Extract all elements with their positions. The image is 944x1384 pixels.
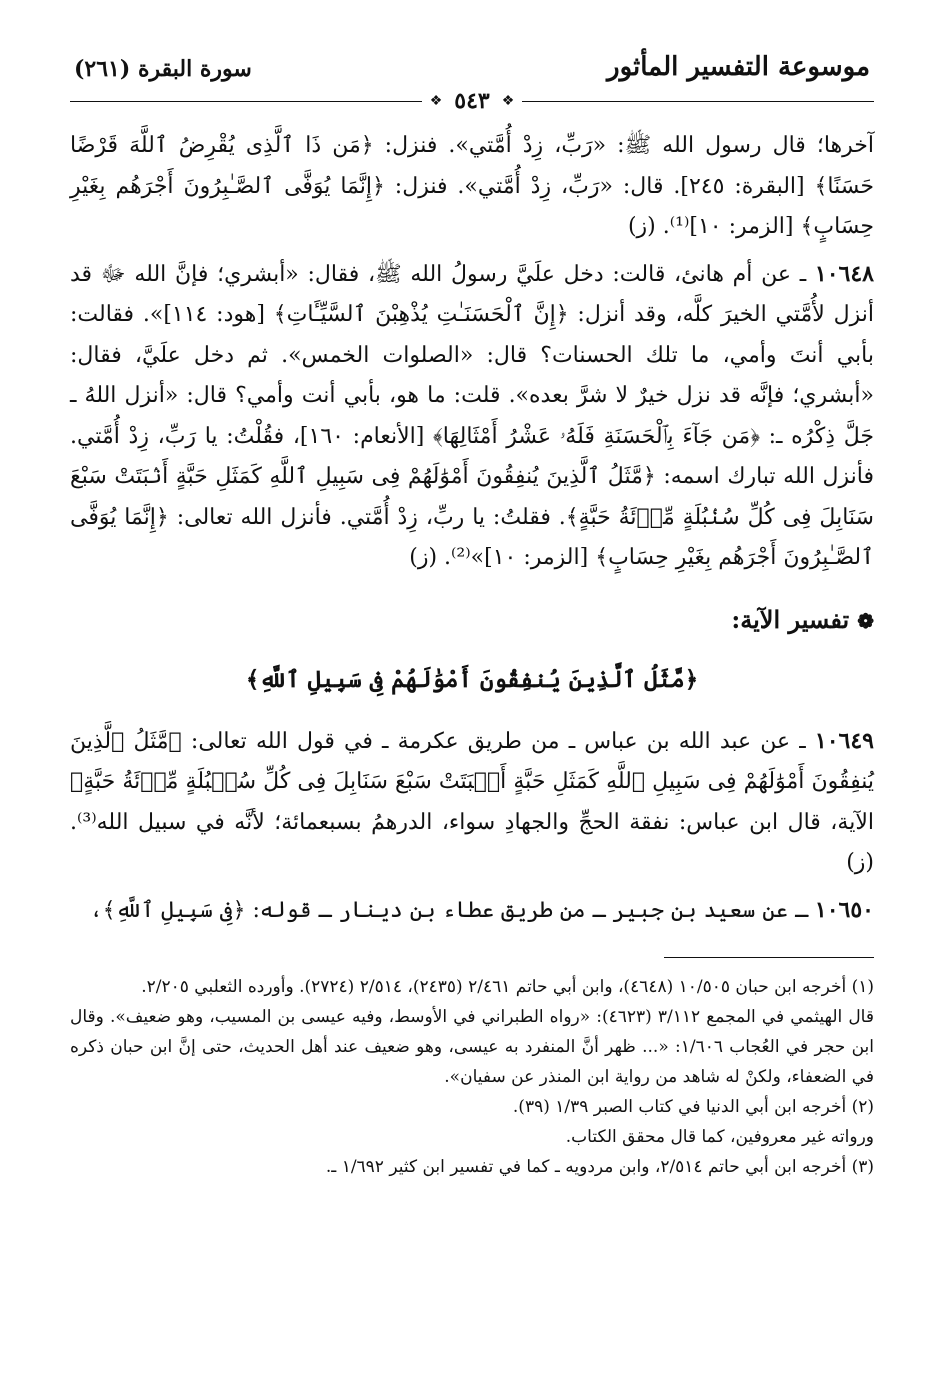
page-header xyxy=(70,52,874,86)
hadith-number: ١٠٦٤٨ xyxy=(814,260,874,287)
hadith-paragraph xyxy=(70,721,874,884)
ornament-icon: ❖ xyxy=(501,93,515,109)
footnote-separator xyxy=(664,957,874,958)
hadith-paragraph xyxy=(70,254,874,579)
hadith-number: ١٠٦٥٠ xyxy=(814,896,874,923)
surah-label: سورة البقرة (٢٦١) xyxy=(74,56,252,82)
section-heading-text: تفسير الآية: xyxy=(731,604,850,634)
hadith-paragraph xyxy=(70,890,874,932)
book-title: موسوعة التفسير المأثور xyxy=(607,52,870,82)
header-rule xyxy=(70,88,874,114)
footnote: قال الهيثمي في المجمع ٣/١١٢ (٤٦٢٣): «رواه الطبراني في الأوسط، وفيه عيسى بن المسيب، وهو ضعيف». وقال ابن حجر في العُجاب ١/٦٠٦: «... ظهر أنَّ المنفرد به عيسى، وهو ضعيف عند أهل الحديث، حتى إنَّ ابن حبان ذكره في الضعفاء، ولكنْ له شاهد من رواية ابن المنذر عن سفيان». xyxy=(70,1007,874,1087)
hadith-number: ١٠٦٤٩ xyxy=(814,727,874,754)
ornament-icon: ❖ xyxy=(429,93,443,109)
section-heading xyxy=(70,605,874,634)
footnote: ورواته غير معروفين، كما قال محقق الكتاب. xyxy=(565,1127,874,1147)
flower-icon: ❁ xyxy=(857,608,874,633)
paragraph-text: ـ عن سعيد بن جبير ـ من طريق عطاء بن دينار ـ قوله: ﴿فِى سَبِيلِ ٱللَّهِ﴾، xyxy=(89,897,808,923)
page-number: ٥٤٣ xyxy=(454,88,490,114)
footnote: (٣) أخرجه ابن أبي حاتم ٢/٥١٤، وابن مردويه ـ كما في تفسير ابن كثير ١/٦٩٢ ـ. xyxy=(325,1157,874,1177)
paragraph-text: آخرها؛ قال رسول الله ﷺ: «رَبِّ، زِدْ أُمَّتي». فنزل: ﴿مَن ذَا ٱلَّذِى يُقْرِضُ ٱللَّهَ قَرْضًا حَسَنًا﴾ [البقرة: ٢٤٥]. قال: «رَبِّ، زِدْ أُمَّتي». فنزل: ﴿إِنَّمَا يُوَفَّى ٱلصَّـٰبِرُونَ أَجْرَهُم بِغَيْرِ حِسَابٍ﴾ [الزمر: ١٠]⁽¹⁾. (ز) xyxy=(70,133,874,239)
paragraph-text: ـ عن أم هانئ، قالت: دخل علَيَّ رسولُ الله ﷺ، فقال: «أبشري؛ فإنَّ الله ﷻ قد أنزل لأُمَّتي الخيرَ كلَّه، وقد أنزل: ﴿إِنَّ ٱلْحَسَنَـٰتِ يُذْهِبْنَ ٱلسَّيِّـَٔاتِ﴾ [هود: ١١٤]». فقالت: بأبي أنتَ وأمي، ما تلك الحسنات؟ قال: «الصلوات الخمس». ثم دخل علَيَّ، فقال: «أبشري؛ فإنَّه قد نزل خيرٌ لا شرَّ بعده». قلت: ما هو، بأبي أنت وأمي؟ قال: «أنزل اللهُ ـ جَلَّ ذِكْرُه ـ: ﴿مَن جَآءَ بِٱلْحَسَنَةِ فَلَهُۥ عَشْرُ أَمْثَالِهَا﴾ [الأنعام: ١٦٠]، فقُلْتُ: يا رَبِّ، زِدْ أُمَّتي. فأنزل الله تبارك اسمه: ﴿مَّثَلُ ٱلَّذِينَ يُنفِقُونَ أَمْوَٰلَهُمْ فِى سَبِيلِ ٱللَّهِ كَمَثَلِ حَبَّةٍ أَنۢبَتَتْ سَبْعَ سَنَابِلَ فِى كُلِّ سُنۢبُلَةٍ مِّا۟ئَةُ حَبَّةٍ﴾. فقلتُ: يا ربِّ، زِدْ أُمَّتي. فأنزل الله تعالى: ﴿إِنَّمَا يُوَفَّى ٱلصَّـٰبِرُونَ أَجْرَهُم بِغَيْرِ حِسَابٍ﴾ [الزمر: ١٠]»⁽²⁾. (ز) xyxy=(70,261,875,570)
header-rule-line-right xyxy=(522,101,874,102)
header-rule-line-left xyxy=(70,101,422,102)
footnote: (٢) أخرجه ابن أبي الدنيا في كتاب الصبر ١/٣٩ (٣٩). xyxy=(512,1097,874,1117)
footnote: (١) أخرجه ابن حبان ١٠/٥٠٥ (٤٦٤٨)، وابن أبي حاتم ٢/٤٦١ (٢٤٣٥)، ٢/٥١٤ (٢٧٢٤). وأورده الثعلبي ٢/٢٠٥. xyxy=(141,977,874,997)
verse-heading: ﴿مَّثَلُ ٱلَّذِينَ يُنفِقُونَ أَمْوَٰلَهُمْ فِى سَبِيلِ ٱللَّهِ﴾ xyxy=(245,665,699,693)
paragraph-text: ـ عن عبد الله بن عباس ـ من طريق عكرمة ـ في قول الله تعالى: ﴿مَّثَلُ ٱلَّذِينَ يُنفِقُونَ أَمْوَٰلَهُمْ فِى سَبِيلِ ٱللَّهِ كَمَثَلِ حَبَّةٍ أَنۢبَتَتْ سَبْعَ سَنَابِلَ فِى كُلِّ سُنۢبُلَةٍ مِّا۟ئَةُ حَبَّةٍ﴾ الآية، قال ابن عباس: نفقة الحجِّ والجهادِ سواء، الدرهمُ بسبعمائة؛ لأنَّه في سبيل الله⁽³⁾. (ز) xyxy=(70,728,874,875)
paragraph-continuation xyxy=(70,126,874,248)
